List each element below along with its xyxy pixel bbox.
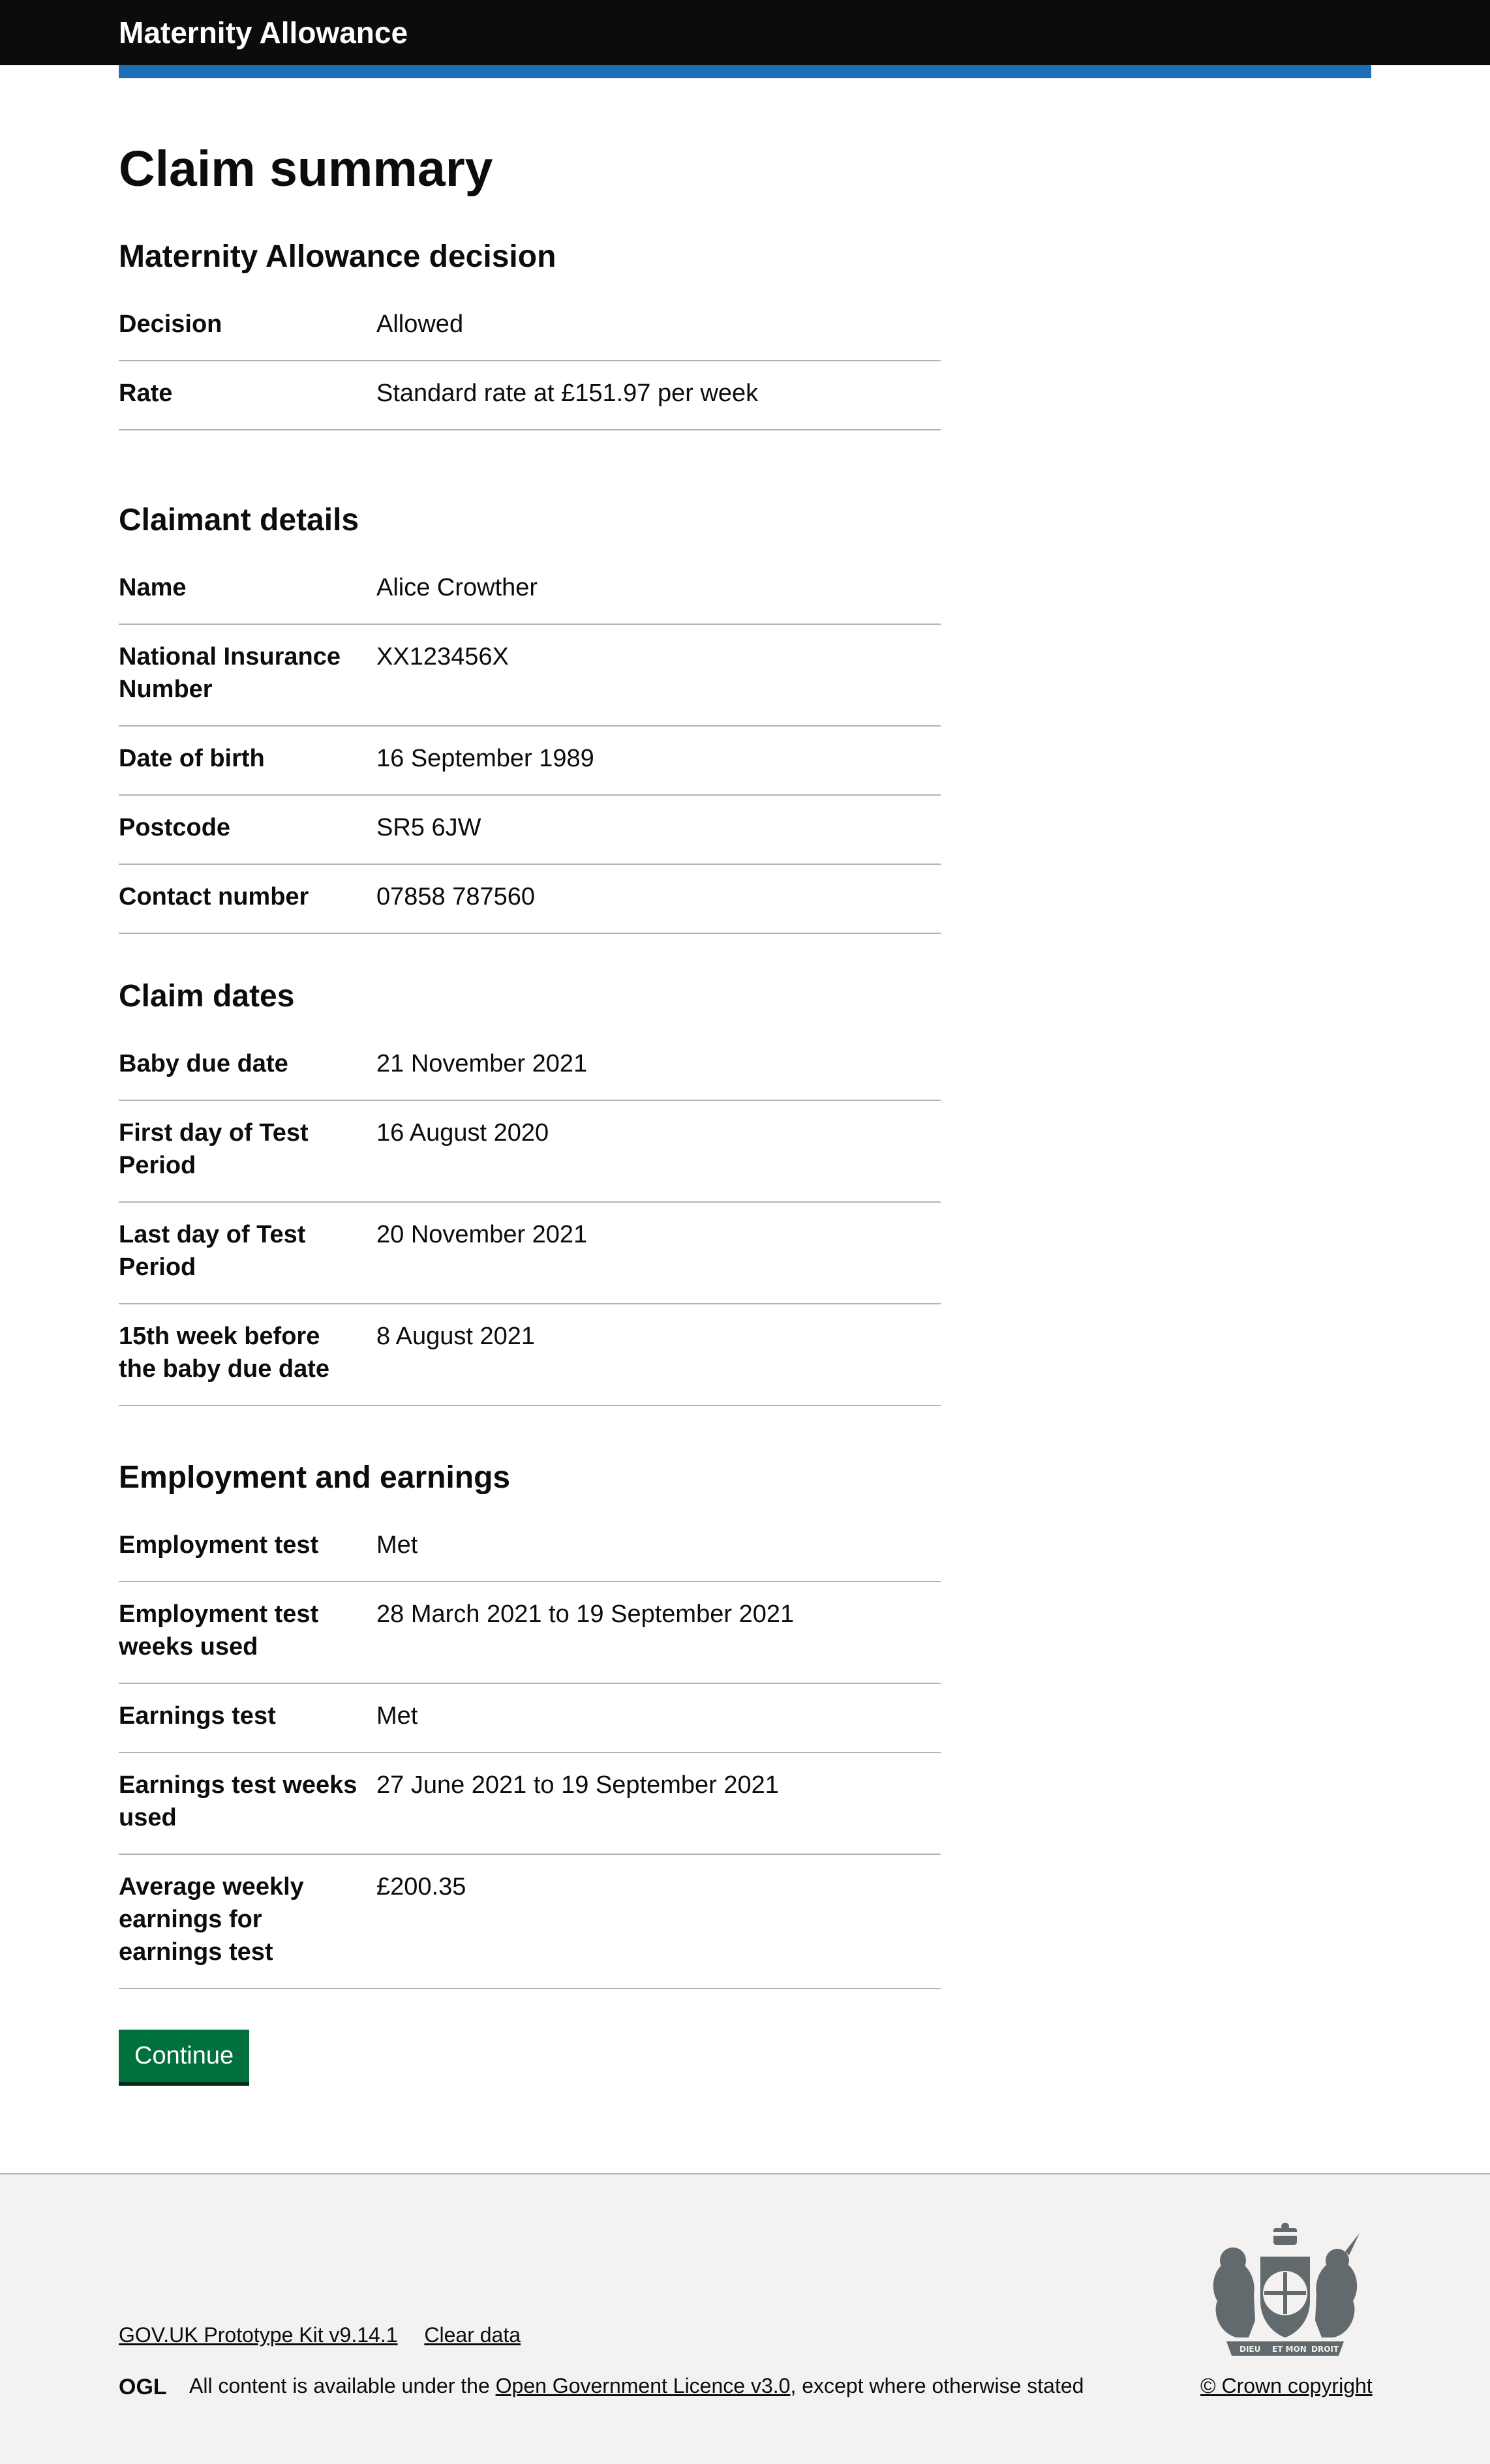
summary-list: [119, 1047, 941, 1406]
ogl-logo-text: OGL: [119, 2375, 167, 2397]
summary-row: [119, 1203, 941, 1304]
summary-row: [119, 865, 941, 934]
summary-row: [119, 727, 941, 796]
section-heading: Employment and earnings: [119, 1460, 511, 1495]
clear-data-link[interactable]: Clear data: [424, 2323, 521, 2347]
summary-row: [119, 1101, 941, 1203]
summary-row: [119, 1304, 941, 1406]
summary-row: [119, 1684, 941, 1753]
summary-value: 28 March 2021 to 19 September 2021: [376, 1600, 795, 1628]
summary-row: [119, 361, 941, 430]
summary-row: [119, 1047, 941, 1101]
summary-row: [119, 1529, 941, 1582]
summary-key: Date of birth: [119, 745, 265, 772]
ogl-logo-icon: [119, 2375, 174, 2397]
summary-value: SR5 6JW: [376, 814, 481, 841]
site-header: [0, 0, 1490, 65]
summary-row: [119, 308, 941, 361]
summary-key: 15th week before the baby due date: [119, 1323, 330, 1383]
section-heading: Maternity Allowance decision: [119, 239, 556, 274]
summary-key: Contact number: [119, 883, 309, 910]
summary-key: Decision: [119, 310, 222, 338]
motto-text-1: DIEU: [1239, 2345, 1261, 2354]
summary-list: [119, 1529, 941, 1989]
summary-key: Baby due date: [119, 1050, 288, 1077]
summary-row: [119, 625, 941, 727]
section-heading: Claim dates: [119, 979, 295, 1014]
summary-row: [119, 1582, 941, 1684]
summary-key: Postcode: [119, 814, 231, 841]
summary-value: £200.35: [376, 1873, 466, 1901]
summary-value: Met: [376, 1531, 418, 1559]
section-heading: Claimant details: [119, 503, 359, 537]
summary-row: [119, 1753, 941, 1855]
summary-key: Earnings test: [119, 1702, 276, 1730]
summary-value: 16 September 1989: [376, 745, 594, 772]
summary-key: Name: [119, 574, 187, 601]
summary-key: Last day of Test Period: [119, 1221, 306, 1281]
summary-value: Allowed: [376, 310, 464, 338]
section-claim-dates: [119, 978, 941, 1406]
service-name-link[interactable]: Maternity Allowance: [119, 16, 408, 50]
summary-value: 20 November 2021: [376, 1221, 588, 1248]
summary-row: [119, 571, 941, 625]
summary-key: Earnings test weeks used: [119, 1771, 357, 1831]
licence-prefix: All content is available under the: [189, 2374, 496, 2397]
summary-key: First day of Test Period: [119, 1119, 309, 1179]
continue-button[interactable]: Continue: [119, 2030, 249, 2082]
summary-value: 8 August 2021: [376, 1323, 535, 1350]
crown-copyright-link[interactable]: © Crown copyright: [1200, 2374, 1373, 2397]
page-title: Claim summary: [119, 141, 493, 197]
motto-text-3: DROIT: [1311, 2345, 1339, 2354]
royal-coat-of-arms-icon: [1200, 2223, 1370, 2362]
summary-value: 16 August 2020: [376, 1119, 549, 1147]
summary-key: Rate: [119, 380, 173, 407]
summary-value: Alice Crowther: [376, 574, 538, 601]
footer-links: [119, 2322, 541, 2348]
licence-row: [119, 2373, 1084, 2399]
summary-value: 27 June 2021 to 19 September 2021: [376, 1771, 779, 1799]
summary-value: XX123456X: [376, 643, 509, 670]
summary-value: Met: [376, 1702, 418, 1730]
licence-suffix: , except where otherwise stated: [790, 2374, 1084, 2397]
summary-row: [119, 1855, 941, 1989]
summary-key: Average weekly earnings for earnings test: [119, 1873, 304, 1966]
prototype-kit-link[interactable]: GOV.UK Prototype Kit v9.14.1: [119, 2323, 398, 2347]
site-footer: [0, 2173, 1490, 2464]
section-decision: [119, 239, 941, 430]
licence-text: [189, 2373, 1084, 2399]
licence-link[interactable]: Open Government Licence v3.0: [495, 2374, 791, 2397]
section-employment-earnings: [119, 1460, 941, 1989]
summary-value: 07858 787560: [376, 883, 536, 910]
summary-list: [119, 308, 941, 430]
summary-value: 21 November 2021: [376, 1050, 588, 1077]
summary-key: Employment test weeks used: [119, 1600, 319, 1660]
header-accent-bar: [119, 65, 1371, 78]
summary-row: [119, 796, 941, 865]
summary-list: [119, 571, 941, 934]
summary-key: Employment test: [119, 1531, 319, 1559]
motto-text-2: ET MON: [1272, 2345, 1307, 2354]
summary-value: Standard rate at £151.97 per week: [376, 380, 759, 407]
summary-key: National Insurance Number: [119, 643, 341, 703]
section-claimant-details: [119, 502, 941, 934]
